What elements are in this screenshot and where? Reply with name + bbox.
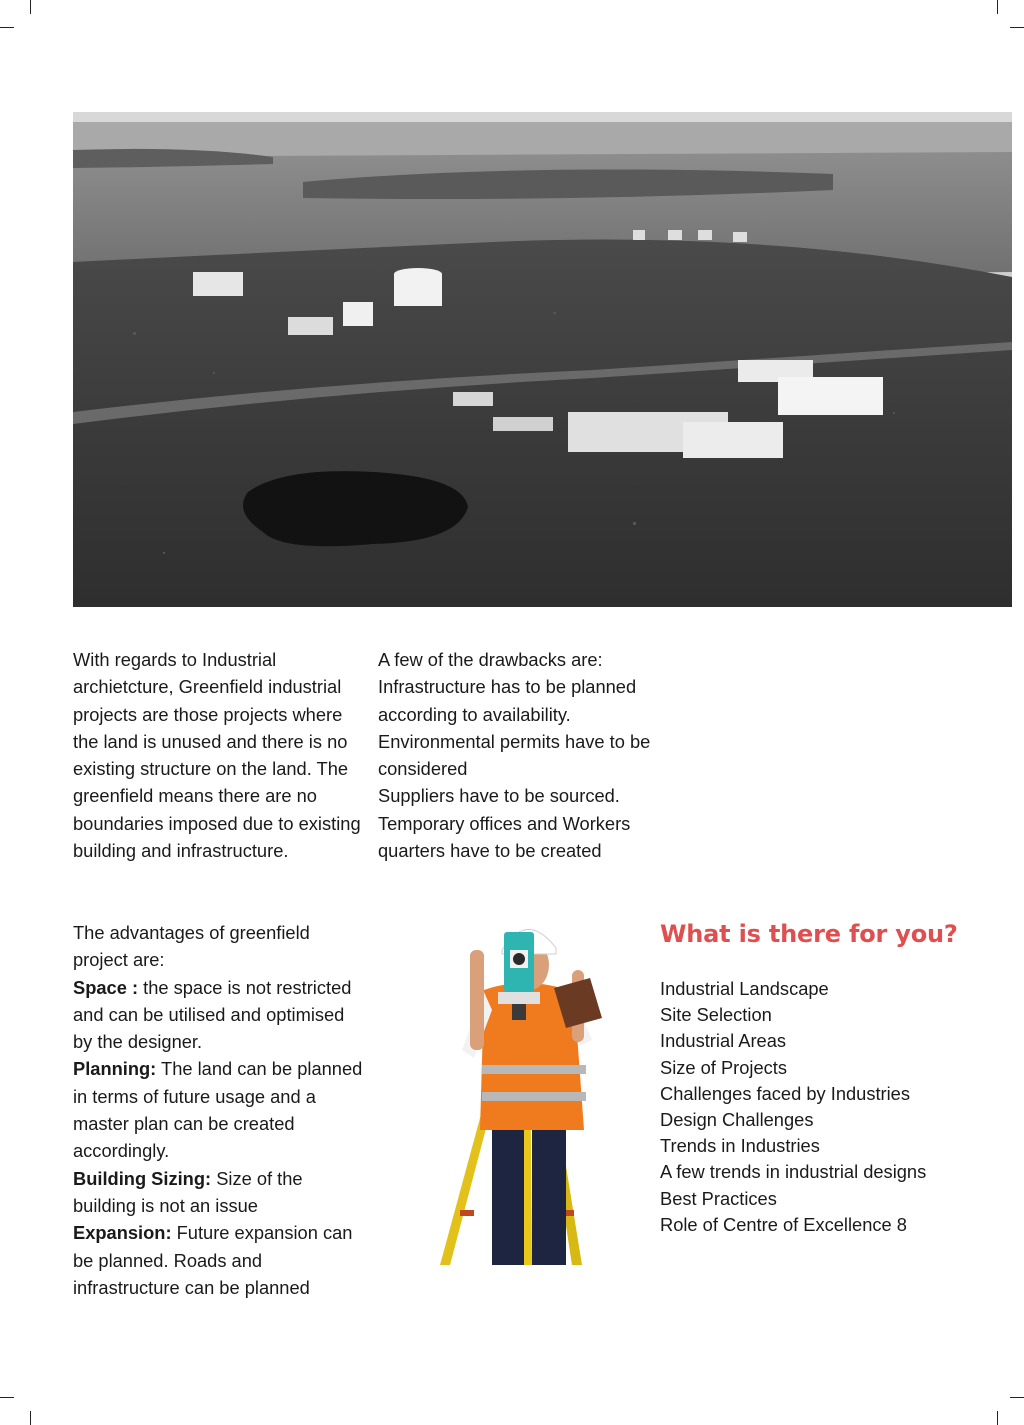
drawbacks-column — [378, 646, 663, 864]
aerial-industrial-site-photo — [73, 112, 1012, 607]
crop-mark — [0, 27, 14, 28]
advantage-text: Future expansion can be planned. Roads and infrastructure can be planned — [73, 1222, 353, 1298]
advantage-term: Expansion: — [73, 1222, 172, 1244]
advantage-item — [73, 1165, 368, 1220]
advantage-term: Building Sizing: — [73, 1167, 212, 1189]
advantage-term: Space : — [73, 976, 139, 998]
drawbacks-item: Environmental permits have to be considered — [378, 730, 651, 780]
contents-item[interactable]: Challenges faced by Industries — [660, 1082, 910, 1104]
contents-item[interactable]: Best Practices — [660, 1187, 777, 1209]
advantages-column — [73, 919, 368, 1301]
drawbacks-item: Suppliers have to be sourced. — [378, 785, 620, 807]
crop-mark — [997, 1411, 998, 1425]
contents-item[interactable]: A few trends in industrial designs — [660, 1161, 927, 1183]
intro-paragraph: With regards to Industrial archietcture, Greenfield industrial projects are those projects where the land is unused and there is no existing structure on the land. The greenfield means there are no boundaries imposed due to existing building and infrastructure. — [73, 649, 361, 862]
advantage-text: Size of the building is not an issue — [73, 1167, 303, 1216]
drawbacks-item: Temporary offices and Workers quarters have to be created — [378, 812, 631, 862]
advantage-text: the space is not restricted and can be utilised and optimised by the designer. — [73, 976, 352, 1053]
advantage-text: The land can be planned in terms of future usage and a master plan can be created accordingly. — [73, 1058, 363, 1162]
contents-item[interactable]: Role of Centre of Excellence 8 — [660, 1213, 907, 1235]
surveyor-with-theodolite-photo — [432, 910, 602, 1270]
advantages-heading: The advantages of greenfield project are: — [73, 922, 310, 971]
contents-title: What is there for you? — [660, 920, 958, 948]
crop-mark — [30, 1411, 31, 1425]
advantage-item — [73, 1055, 368, 1164]
advantage-item — [73, 974, 368, 1056]
intro-text-column — [73, 646, 368, 864]
contents-item[interactable]: Trends in Industries — [660, 1135, 820, 1157]
contents-item[interactable]: Industrial Landscape — [660, 978, 829, 999]
advantage-item — [73, 1219, 368, 1301]
drawbacks-item: Infrastructure has to be planned according to availability. — [378, 676, 637, 725]
contents-item[interactable]: Design Challenges — [660, 1109, 814, 1131]
advantage-term: Planning: — [73, 1058, 157, 1080]
contents-item[interactable]: Industrial Areas — [660, 1030, 787, 1052]
contents-list — [660, 976, 990, 1238]
contents-item[interactable]: Size of Projects — [660, 1056, 788, 1078]
crop-mark — [0, 1397, 14, 1398]
crop-mark — [997, 0, 998, 14]
crop-mark — [30, 0, 31, 14]
drawbacks-heading: A few of the drawbacks are: — [378, 649, 603, 670]
crop-mark — [1010, 1397, 1024, 1398]
contents-item[interactable]: Site Selection — [660, 1004, 772, 1026]
crop-mark — [1010, 27, 1024, 28]
contents-panel — [660, 918, 990, 1238]
